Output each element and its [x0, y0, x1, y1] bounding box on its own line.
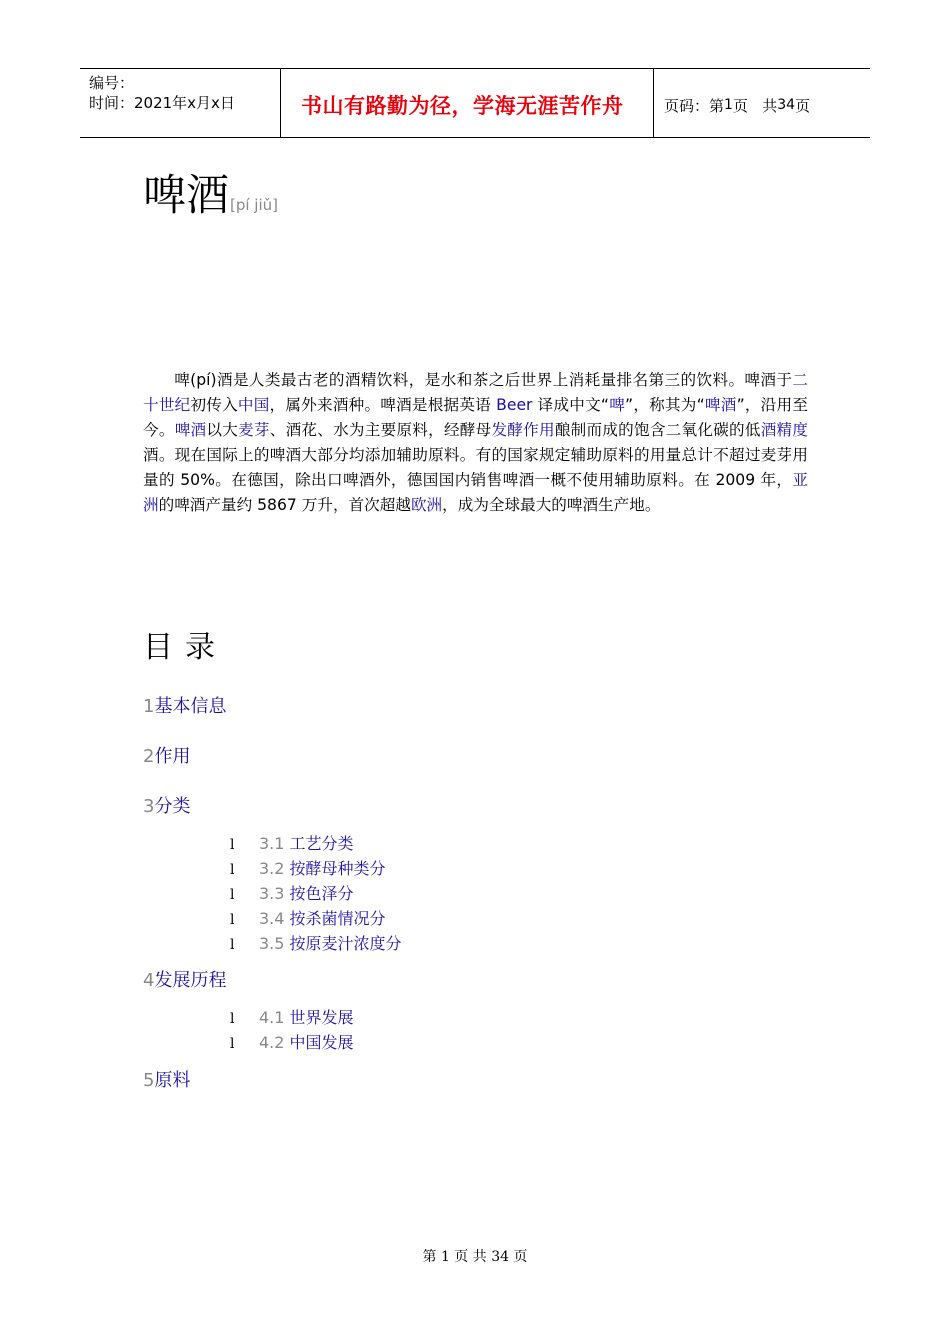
- toc-bullet: l: [230, 862, 235, 878]
- page-total: 34: [777, 97, 796, 113]
- document-header: [80, 68, 870, 138]
- toc-subsection-number: 3.5: [259, 934, 290, 953]
- toc-subsection-3.2[interactable]: [230, 856, 386, 883]
- number-label: 编号：: [89, 74, 135, 92]
- toc-section-4[interactable]: [143, 968, 226, 994]
- motto-text: 书山有路勤为径，学海无涯苦作舟: [301, 93, 624, 118]
- intro-link[interactable]: 发酵作用: [491, 421, 555, 439]
- intro-link[interactable]: 酒精度: [760, 421, 808, 439]
- intro-text: 酒。现在国际上的啤酒大部分均添加辅助原料。有的国家规定辅助原料的用量总计不超过麦芽用量的 50%。在德国，除出口啤酒外，德国国内销售啤酒一概不使用辅助原料。在 2009 年，: [143, 446, 808, 489]
- intro-text: 以大: [206, 421, 239, 439]
- toc-section-number: 3: [143, 796, 155, 817]
- toc-section-2[interactable]: [143, 744, 190, 770]
- toc-section-5[interactable]: [143, 1068, 190, 1094]
- time-label: 时间：2021年x月x日: [89, 94, 235, 112]
- toc-subsection-number: 3.1: [259, 834, 290, 853]
- toc-section-number: 1: [143, 696, 155, 717]
- toc-subsection-link[interactable]: 按色泽分: [289, 884, 354, 903]
- intro-link[interactable]: Beer: [496, 396, 533, 414]
- intro-paragraph: [143, 368, 808, 518]
- intro-link[interactable]: 中国: [237, 396, 270, 414]
- intro-link[interactable]: 二十世纪: [143, 371, 808, 414]
- toc-subsection-link[interactable]: 工艺分类: [289, 834, 354, 853]
- toc-subsection-3.5[interactable]: [230, 931, 402, 958]
- intro-link[interactable]: 啤: [609, 396, 626, 414]
- intro-text: 的啤酒产量约 5867 万升，首次超越: [158, 496, 411, 514]
- toc-bullet: l: [230, 1036, 235, 1052]
- toc-bullet: l: [230, 937, 235, 953]
- toc-bullet: l: [230, 887, 235, 903]
- intro-text: 、酒花、水为主要原料，经酵母: [269, 421, 492, 439]
- toc-section-number: 5: [143, 1070, 155, 1091]
- toc-subsection-link[interactable]: 按酵母种类分: [289, 859, 386, 878]
- toc-section-link[interactable]: 作用: [154, 746, 191, 767]
- intro-text: 译成中文“: [532, 396, 609, 414]
- header-page-cell: [654, 69, 870, 137]
- toc-section-link[interactable]: 基本信息: [154, 696, 227, 717]
- toc-subsection-3.3[interactable]: [230, 881, 354, 908]
- toc-section-link[interactable]: 发展历程: [154, 970, 227, 991]
- title-text: 啤酒: [143, 171, 229, 221]
- intro-text: ，成为全球最大的啤酒生产地。: [442, 496, 661, 514]
- toc-subsection-link[interactable]: 按杀菌情况分: [289, 909, 386, 928]
- header-left-cell: [80, 69, 281, 137]
- toc-bullet: l: [230, 1011, 235, 1027]
- intro-link[interactable]: 啤酒: [704, 396, 737, 414]
- intro-text: ”，称其为“: [625, 396, 705, 414]
- toc-subsection-4.1[interactable]: [230, 1005, 354, 1032]
- toc-subsection-link[interactable]: 世界发展: [289, 1008, 354, 1027]
- toc-title: 目录: [143, 630, 227, 665]
- intro-text: 啤(pí)酒是人类最古老的酒精饮料，是水和茶之后世界上消耗量排名第三的饮料。啤酒于: [174, 371, 793, 389]
- intro-text: 酿制而成的饱含二氧化碳的低: [554, 421, 761, 439]
- intro-link[interactable]: 麦芽: [238, 421, 270, 439]
- toc-section-3[interactable]: [143, 794, 190, 820]
- toc-subsection-3.1[interactable]: [230, 831, 354, 858]
- toc-subsection-link[interactable]: 中国发展: [289, 1033, 354, 1052]
- header-motto-cell: [281, 69, 654, 137]
- title-pinyin: [pí jiǔ]: [230, 196, 279, 214]
- page-current: 1: [724, 97, 733, 113]
- page-label-mid: 页 共: [732, 96, 778, 115]
- toc-section-1[interactable]: [143, 694, 226, 720]
- toc-subsection-number: 3.2: [259, 859, 290, 878]
- toc-subsection-number: 4.1: [259, 1008, 290, 1027]
- toc-bullet: l: [230, 837, 235, 853]
- toc-subsection-number: 3.4: [259, 909, 290, 928]
- toc-section-number: 4: [143, 970, 155, 991]
- intro-text: ”，沿用至今。: [143, 396, 808, 439]
- intro-link[interactable]: 啤酒: [174, 421, 207, 439]
- toc-section-link[interactable]: 原料: [154, 1070, 191, 1091]
- toc-bullet: l: [230, 912, 235, 928]
- article-title: [143, 168, 278, 233]
- toc-subsection-3.4[interactable]: [230, 906, 386, 933]
- toc-subsection-number: 4.2: [259, 1033, 290, 1052]
- intro-link[interactable]: 亚洲: [143, 471, 808, 514]
- toc-section-link[interactable]: 分类: [154, 796, 191, 817]
- toc-subsection-4.2[interactable]: [230, 1030, 354, 1057]
- toc-subsection-link[interactable]: 按原麦汁浓度分: [289, 934, 402, 953]
- intro-link[interactable]: 欧洲: [410, 496, 443, 514]
- toc-subsection-number: 3.3: [259, 884, 290, 903]
- page-footer: 第 1 页 共 34 页: [422, 1249, 528, 1265]
- intro-text: ，属外来酒种。啤酒是根据英语: [269, 396, 497, 414]
- page-label-prefix: 页码：第: [664, 96, 725, 115]
- intro-text: 初传入: [190, 396, 238, 414]
- toc-section-number: 2: [143, 746, 155, 767]
- page-label-suffix: 页: [795, 96, 811, 115]
